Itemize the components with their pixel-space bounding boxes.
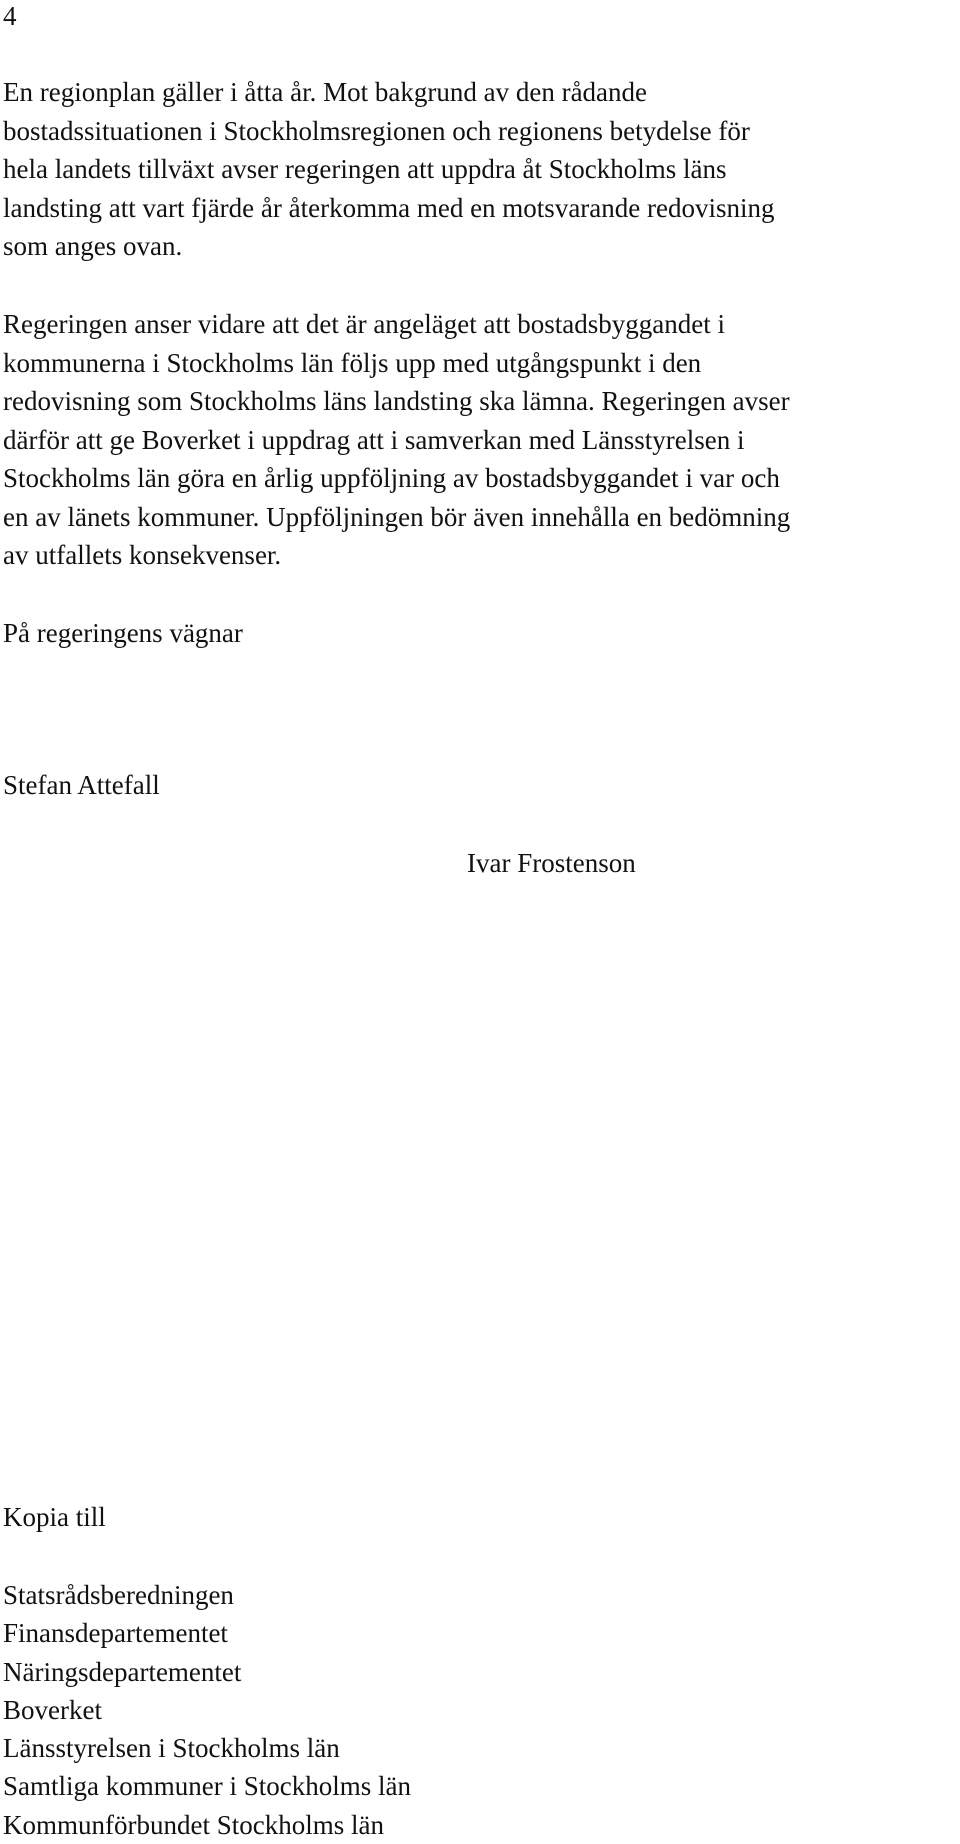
recipient-item: Länsstyrelsen i Stockholms län <box>3 1733 340 1764</box>
paragraph-regional-plan <box>3 73 958 266</box>
recipient-item: Statsrådsberedningen <box>3 1580 234 1610</box>
paragraph-line: kommunerna i Stockholms län följs upp med utgångspunkt i den <box>3 347 702 378</box>
recipient-item: Kommunförbundet Stockholms län <box>3 1809 384 1840</box>
paragraph-line: bostadssituationen i Stockholmsregionen och regionens betydelse för <box>3 115 750 146</box>
paragraph-follow-up <box>3 305 958 575</box>
paragraph-line: en av länets kommuner. Uppföljningen bör även innehålla en bedömning <box>3 501 791 532</box>
copy-to-recipient-list <box>3 1576 411 1844</box>
paragraph-line: Stockholms län göra en årlig uppföljning av bostadsbyggandet i var och <box>3 463 780 493</box>
page-number: 4 <box>3 1 17 31</box>
recipient-item: Finansdepartementet <box>3 1618 228 1649</box>
paragraph-line: Regeringen anser vidare att det är angeläget att bostadsbyggandet i <box>3 309 725 339</box>
signer-name-primary: Stefan Attefall <box>3 770 160 800</box>
paragraph-line: En regionplan gäller i åtta år. Mot bakgrund av den rådande <box>3 77 648 107</box>
paragraph-line: redovisning som Stockholms läns landsting ska lämna. Regeringen avser <box>3 386 790 416</box>
recipient-item: Näringsdepartementet <box>3 1656 242 1687</box>
closing-phrase: På regeringens vägnar <box>3 618 243 648</box>
paragraph-line: av utfallets konsekvenser. <box>3 540 282 570</box>
copy-to-heading: Kopia till <box>3 1502 106 1532</box>
paragraph-line: därför att ge Boverket i uppdrag att i samverkan med Länsstyrelsen i <box>3 424 745 455</box>
paragraph-line: hela landets tillväxt avser regeringen att uppdra åt Stockholms läns <box>3 154 727 184</box>
paragraph-line: landsting att vart fjärde år återkomma med en motsvarande redovisning <box>3 192 775 223</box>
recipient-item: Boverket <box>3 1694 102 1725</box>
recipient-item: Samtliga kommuner i Stockholms län <box>3 1771 411 1802</box>
signer-name-secondary: Ivar Frostenson <box>467 848 636 878</box>
paragraph-line: som anges ovan. <box>3 231 183 261</box>
